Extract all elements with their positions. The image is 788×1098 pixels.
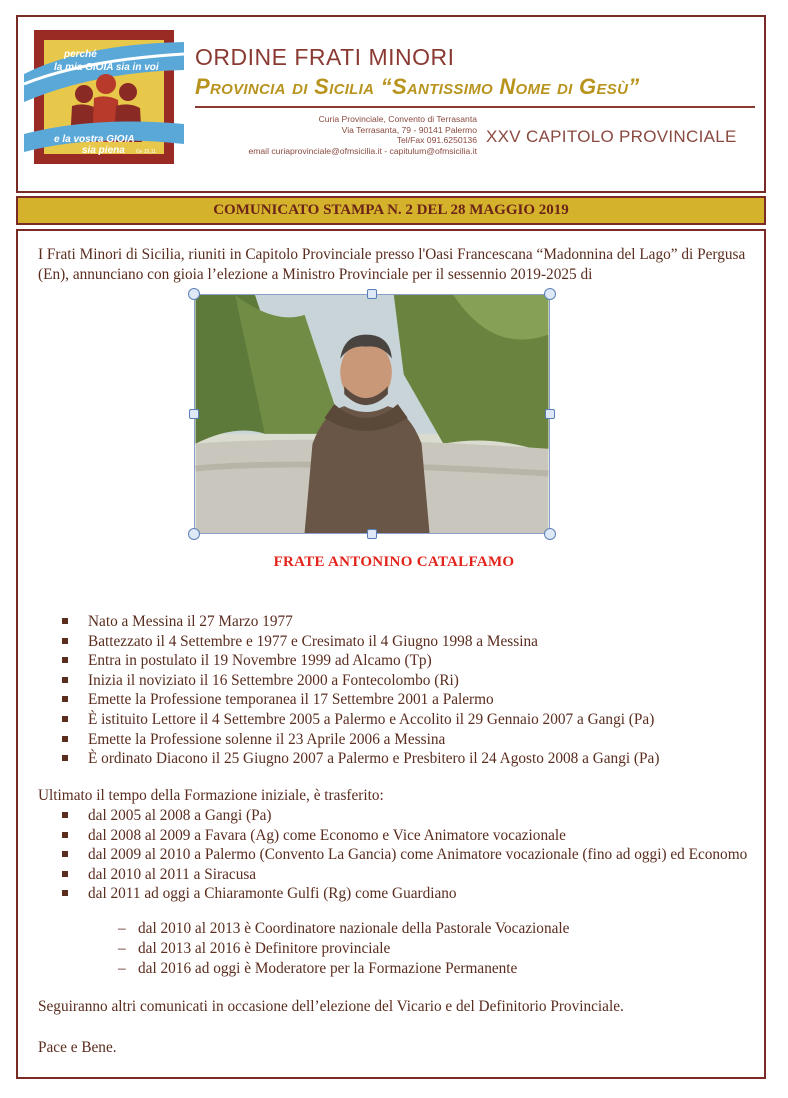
dash-icon: – (118, 960, 126, 977)
resize-handle-n[interactable] (367, 289, 377, 299)
logo-text-1: perché (64, 49, 97, 60)
logo-text-2: la mia GIOIA sia in voi (54, 62, 159, 73)
bullet-icon (62, 696, 68, 702)
contact-line: Curia Provinciale, Convento di Terrasanta (318, 114, 477, 124)
list-item-text: Emette la Professione solenne il 23 Aprile 2006 a Messina (88, 730, 446, 748)
press-release-title: COMUNICATO STAMPA N. 2 DEL 28 MAGGIO 2019 (213, 202, 569, 218)
province-logo (24, 24, 184, 170)
list-item-text: dal 2016 ad oggi è Moderatore per la Formazione Permanente (138, 960, 518, 977)
list-item (60, 651, 760, 671)
portrait-photo[interactable] (194, 294, 550, 534)
list-item (118, 919, 569, 939)
list-item (60, 806, 750, 826)
bullet-icon (62, 638, 68, 644)
list-item-text: dal 2009 al 2010 a Palermo (Convento La Gancia) come Animatore vocazionale (fino ad oggi) ed Economo (88, 846, 748, 864)
minister-name: FRATE ANTONINO CATALFAMO (273, 554, 515, 570)
bullet-icon (62, 736, 68, 742)
bullet-icon (62, 716, 68, 722)
contact-line: Tel/Fax 091.6250136 (396, 135, 477, 145)
list-item (60, 612, 760, 632)
resize-handle-nw[interactable] (188, 288, 200, 300)
photo-selection[interactable] (194, 294, 550, 534)
bullet-icon (62, 677, 68, 683)
list-item (60, 826, 750, 846)
bio-list (60, 612, 760, 769)
dash-icon: – (118, 940, 126, 957)
list-item-text: Nato a Messina il 27 Marzo 1977 (88, 613, 293, 630)
org-title: ORDINE FRATI MINORI (195, 44, 455, 70)
list-item-text: dal 2013 al 2016 è Definitore provinciale (138, 940, 391, 957)
resize-handle-w[interactable] (189, 409, 199, 419)
press-release-banner (16, 196, 766, 225)
bullet-icon (62, 851, 68, 857)
list-item-text: dal 2011 ad oggi a Chiaramonte Gulfi (Rg) come Guardiano (88, 885, 457, 903)
bullet-icon (62, 890, 68, 896)
list-item (60, 690, 760, 710)
bullet-icon (62, 618, 68, 624)
logo-ref: Gv 15,11 (136, 149, 156, 155)
intro-paragraph: I Frati Minori di Sicilia, riuniti in Capitolo Provinciale presso l'Oasi Francescana “Madonnina del Lago” di Pergusa (En), annunciano con gioia l’elezione a Ministro Provinciale per il sessennio 2019-2025 di (38, 246, 746, 283)
list-item (118, 939, 569, 959)
resize-handle-se[interactable] (544, 528, 556, 540)
list-item (60, 845, 750, 865)
closing-paragraph: Seguiranno altri comunicati in occasione dell’elezione del Vicario e del Definitorio Provinciale. (38, 998, 624, 1015)
formation-intro: Ultimato il tempo della Formazione iniziale, è trasferito: (38, 787, 384, 804)
list-item-text: Entra in postulato il 19 Novembre 1999 ad Alcamo (Tp) (88, 652, 432, 670)
list-item-text: Inizia il noviziato il 16 Settembre 2000 a Fontecolombo (Ri) (88, 671, 459, 689)
list-item-text: dal 2005 al 2008 a Gangi (Pa) (88, 807, 272, 824)
list-item (60, 884, 750, 904)
logo-text-3: e la vostra GIOIA (54, 134, 135, 145)
resize-handle-s[interactable] (367, 529, 377, 539)
bullet-icon (62, 812, 68, 818)
list-item (60, 749, 760, 769)
chapter-title: XXV CAPITOLO PROVINCIALE (486, 127, 737, 146)
resize-handle-sw[interactable] (188, 528, 200, 540)
bullet-icon (62, 657, 68, 663)
contact-line: email curiaprovinciale@ofmsicilia.it - capitulum@ofmsicilia.it (248, 145, 477, 156)
list-item (60, 671, 760, 691)
list-item (118, 959, 569, 979)
roles-sublist (118, 919, 569, 979)
transfers-list (60, 806, 750, 904)
list-item (60, 865, 750, 885)
contact-block (215, 114, 477, 156)
list-item-text: È ordinato Diacono il 25 Giugno 2007 a Palermo e Presbitero il 24 Agosto 2008 a Gangi (Pa) (88, 750, 660, 768)
list-item-text: dal 2008 al 2009 a Favara (Ag) come Economo e Vice Animatore vocazionale (88, 826, 566, 844)
resize-handle-e[interactable] (545, 409, 555, 419)
list-item-text: È istituito Lettore il 4 Settembre 2005 a Palermo e Accolito il 29 Gennaio 2007 a Gangi (Pa) (88, 710, 655, 728)
logo-text-4: sia piena (82, 145, 125, 156)
dash-icon: – (118, 920, 126, 937)
list-item-text: Emette la Professione temporanea il 17 Settembre 2001 a Palermo (88, 691, 494, 709)
list-item (60, 730, 760, 750)
signoff: Pace e Bene. (38, 1039, 117, 1056)
list-item (60, 710, 760, 730)
list-item (60, 632, 760, 652)
bullet-icon (62, 871, 68, 877)
province-title: Provincia di Sicilia “Santissimo Nome di Gesù” (195, 74, 640, 99)
bullet-icon (62, 755, 68, 761)
title-rule (195, 106, 755, 108)
list-item-text: dal 2010 al 2011 a Siracusa (88, 865, 257, 883)
list-item-text: dal 2010 al 2013 è Coordinatore nazionale della Pastorale Vocazionale (138, 920, 570, 937)
contact-line: Via Terrasanta, 79 - 90141 Palermo (341, 124, 477, 135)
list-item-text: Battezzato il 4 Settembre e 1977 e Cresimato il 4 Giugno 1998 a Messina (88, 632, 538, 650)
bullet-icon (62, 832, 68, 838)
resize-handle-ne[interactable] (544, 288, 556, 300)
